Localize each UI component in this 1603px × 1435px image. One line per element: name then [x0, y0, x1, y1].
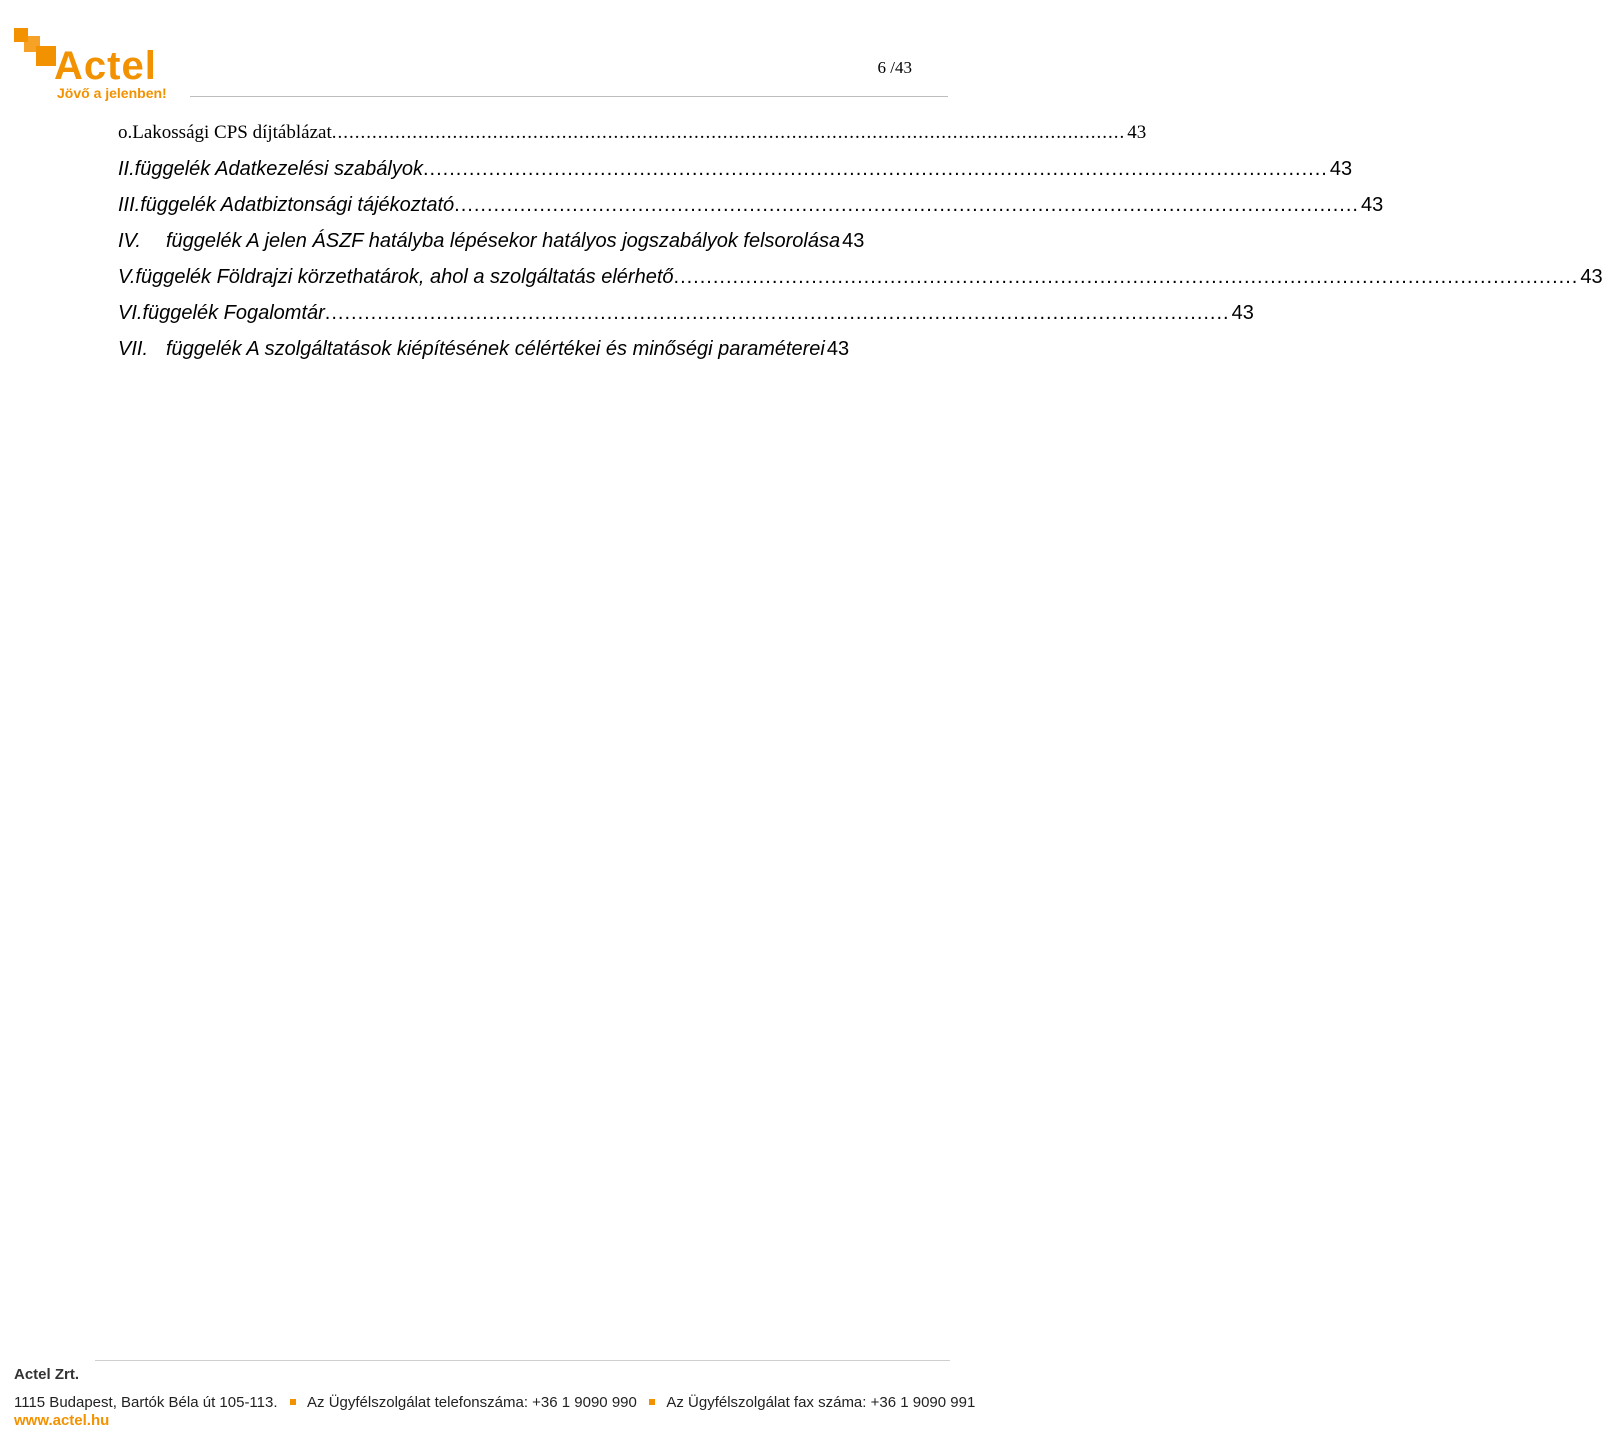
logo-slogan: Jövő a jelenben! [57, 85, 167, 101]
toc-entry[interactable] [118, 266, 1603, 296]
toc-entry-page: 43 [1127, 122, 1147, 143]
toc-leader-dots: .......................................................................................................................................... [324, 302, 1230, 324]
bullet-icon [290, 1399, 296, 1405]
toc-entry-page: 43 [826, 338, 850, 360]
toc-entry-number: o. [118, 122, 133, 143]
toc-entry-title: függelék A jelen ÁSZF hatályba lépésekor hatályos jogszabályok felsorolása [166, 230, 841, 252]
toc-entry[interactable] [118, 230, 908, 260]
footer-company-name: Actel Zrt. [14, 1366, 80, 1383]
toc-entry-number: III. [118, 194, 141, 216]
footer-contact-line [14, 1394, 975, 1411]
footer-website-link[interactable]: www.actel.hu [14, 1412, 110, 1429]
toc-entry[interactable] [118, 122, 1147, 152]
toc-entry-page: 43 [1231, 302, 1254, 324]
toc-entry-title: Lakossági CPS díjtáblázat [132, 122, 332, 143]
toc-leader-dots: .......................................................................................................................................... [331, 122, 1126, 143]
bullet-icon [649, 1399, 655, 1405]
toc-leader-dots: .......................................................................................................................................... [423, 158, 1328, 180]
toc-entry-number: V. [118, 266, 136, 288]
toc-entry-title: függelék Adatbiztonsági tájékoztató [140, 194, 455, 216]
footer-divider [95, 1360, 950, 1361]
footer-address: 1115 Budapest, Bartók Béla út 105-113. [14, 1394, 278, 1411]
page-number: 6 /43 [877, 58, 912, 77]
toc-leader-dots: .......................................................................................................................................... [454, 194, 1359, 216]
toc-entry[interactable] [118, 338, 908, 368]
header-divider [190, 96, 948, 97]
actel-logo [12, 28, 187, 103]
toc-entry-number: VI. [118, 302, 143, 324]
toc-entry-page: 43 [1360, 194, 1384, 216]
toc-entry-title: függelék Fogalomtár [142, 302, 325, 324]
toc-entry-number: IV. [118, 230, 141, 252]
toc-leader-dots: .......................................................................................................................................... [673, 266, 1579, 288]
page-header [0, 0, 960, 110]
toc-entry[interactable] [118, 302, 1254, 332]
page-footer [0, 1360, 976, 1435]
toc-entry-page: 43 [842, 230, 865, 252]
toc-entry[interactable] [118, 194, 1384, 224]
toc-entry-number: II. [118, 158, 135, 180]
toc-entry-page: 43 [1580, 266, 1603, 288]
toc-entry-title: függelék Földrajzi körzethatárok, ahol a szolgáltatás elérhető [135, 266, 674, 288]
toc-entry-number: VII. [118, 338, 149, 360]
toc-entry-title: függelék A szolgáltatások kiépítésének célértékei és minőségi paraméterei [166, 338, 825, 360]
toc-entry-title: függelék Adatkezelési szabályok [134, 158, 423, 180]
toc-entry[interactable] [118, 158, 1353, 188]
logo-wordmark: Actel [54, 44, 157, 88]
footer-phone: Az Ügyfélszolgálat telefonszáma: +36 1 9090 990 [307, 1394, 637, 1411]
footer-fax: Az Ügyfélszolgálat fax száma: +36 1 9090 991 [666, 1394, 976, 1411]
toc-entry-page: 43 [1329, 158, 1353, 180]
